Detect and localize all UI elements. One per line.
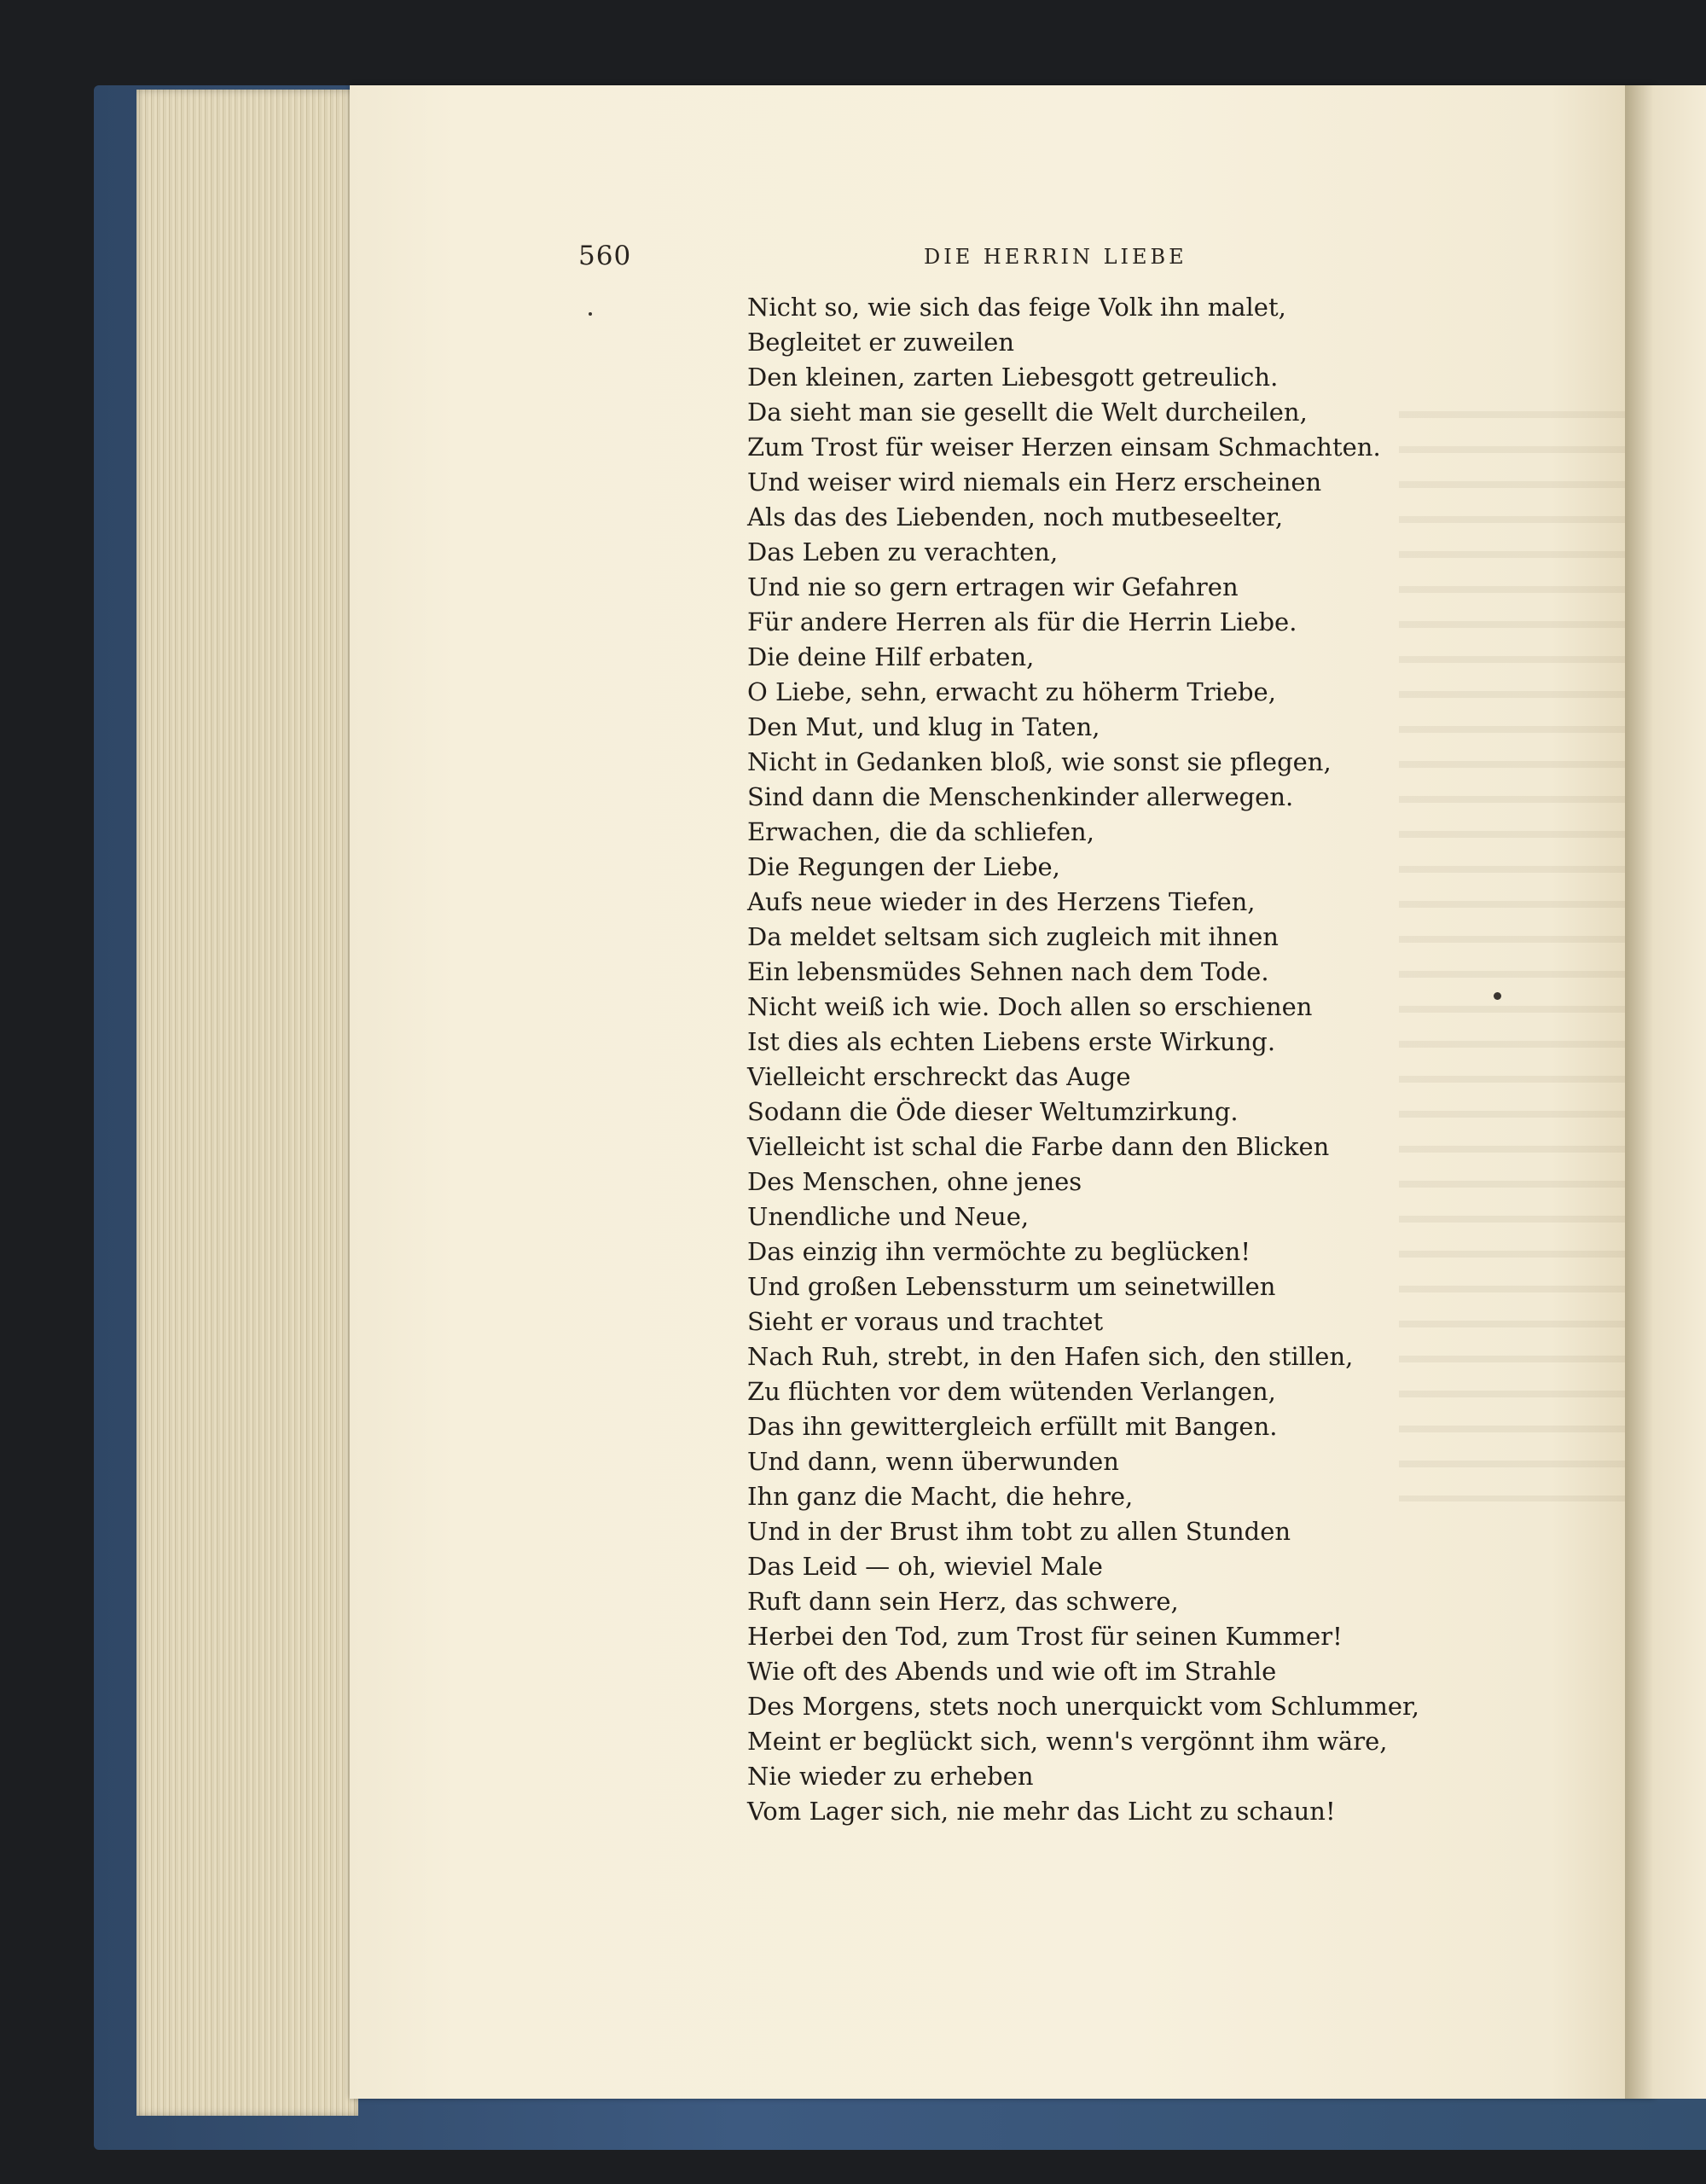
poem-line: Des Morgens, stets noch unerquickt vom Schlummer, bbox=[747, 1692, 1419, 1721]
poem-line: Als das des Liebenden, noch mutbeseelter, bbox=[747, 502, 1284, 531]
ink-speck bbox=[589, 312, 592, 316]
poem-line: Nicht weiß ich wie. Doch allen so erschienen bbox=[747, 992, 1313, 1021]
poem-line: Vielleicht ist schal die Farbe dann den Blicken bbox=[747, 1132, 1330, 1161]
poem-line: Aufs neue wieder in des Herzens Tiefen, bbox=[747, 887, 1256, 916]
poem-line: Zu flüchten vor dem wütenden Verlangen, bbox=[747, 1377, 1276, 1406]
poem-line: Das einzig ihn vermöchte zu beglücken! bbox=[747, 1237, 1250, 1266]
poem-text bbox=[747, 290, 1419, 1829]
poem-line: Zum Trost für weiser Herzen einsam Schmachten. bbox=[747, 433, 1381, 462]
poem-line: Und in der Brust ihm tobt zu allen Stunden bbox=[747, 1517, 1291, 1546]
poem-line: Den Mut, und klug in Taten, bbox=[747, 712, 1100, 741]
poem-line: Vielleicht erschreckt das Auge bbox=[747, 1062, 1131, 1091]
poem-line: Vom Lager sich, nie mehr das Licht zu schaun! bbox=[747, 1797, 1336, 1826]
poem-line: Da sieht man sie gesellt die Welt durcheilen, bbox=[747, 398, 1308, 427]
poem-line: Wie oft des Abends und wie oft im Strahle bbox=[747, 1657, 1277, 1686]
poem-line: Sind dann die Menschenkinder allerwegen. bbox=[747, 782, 1294, 811]
poem-line: O Liebe, sehn, erwacht zu höherm Triebe, bbox=[747, 677, 1276, 706]
poem-line: Für andere Herren als für die Herrin Liebe. bbox=[747, 607, 1297, 636]
poem-line: Sodann die Öde dieser Weltumzirkung. bbox=[747, 1097, 1239, 1126]
poem-line: Und weiser wird niemals ein Herz erscheinen bbox=[747, 468, 1322, 497]
page-number: 560 bbox=[578, 241, 632, 271]
poem-line: Nicht in Gedanken bloß, wie sonst sie pflegen, bbox=[747, 747, 1332, 776]
poem-line: Meint er beglückt sich, wenn's vergönnt ihm wäre, bbox=[747, 1727, 1388, 1756]
poem-line: Das Leben zu verachten, bbox=[747, 537, 1059, 566]
page-edges bbox=[136, 90, 358, 2116]
poem-line: Nach Ruh, strebt, in den Hafen sich, den stillen, bbox=[747, 1342, 1354, 1371]
poem-line: Das ihn gewittergleich erfüllt mit Bangen. bbox=[747, 1412, 1278, 1441]
poem-line: Ruft dann sein Herz, das schwere, bbox=[747, 1587, 1179, 1616]
poem-line: Den kleinen, zarten Liebesgott getreulich. bbox=[747, 363, 1279, 392]
poem-line: Und dann, wenn überwunden bbox=[747, 1447, 1119, 1476]
poem-line: Nicht so, wie sich das feige Volk ihn malet, bbox=[747, 293, 1286, 322]
poem-line: Da meldet seltsam sich zugleich mit ihnen bbox=[747, 922, 1279, 951]
poem-line: Unendliche und Neue, bbox=[747, 1202, 1030, 1231]
poem-line: Die Regungen der Liebe, bbox=[747, 852, 1060, 881]
facing-page-edge bbox=[1625, 85, 1706, 2099]
poem-line: Und nie so gern ertragen wir Gefahren bbox=[747, 572, 1239, 601]
poem-line: Ein lebensmüdes Sehnen nach dem Tode. bbox=[747, 957, 1269, 986]
poem-line: Und großen Lebenssturm um seinetwillen bbox=[747, 1272, 1276, 1301]
poem-line: Des Menschen, ohne jenes bbox=[747, 1167, 1082, 1196]
poem-line: Die deine Hilf erbaten, bbox=[747, 642, 1035, 671]
poem-line: Das Leid — oh, wieviel Male bbox=[747, 1552, 1103, 1581]
poem-line: Begleitet er zuweilen bbox=[747, 328, 1015, 357]
poem-line: Herbei den Tod, zum Trost für seinen Kummer! bbox=[747, 1622, 1343, 1651]
ink-speck bbox=[1494, 992, 1501, 1000]
poem-line: Ihn ganz die Macht, die hehre, bbox=[747, 1482, 1134, 1511]
poem-line: Nie wieder zu erheben bbox=[747, 1762, 1034, 1791]
poem-line: Ist dies als echten Liebens erste Wirkung. bbox=[747, 1027, 1276, 1056]
running-title: DIE HERRIN LIEBE bbox=[924, 245, 1187, 269]
poem-line: Sieht er voraus und trachtet bbox=[747, 1307, 1104, 1336]
poem-line: Erwachen, die da schliefen, bbox=[747, 817, 1094, 846]
